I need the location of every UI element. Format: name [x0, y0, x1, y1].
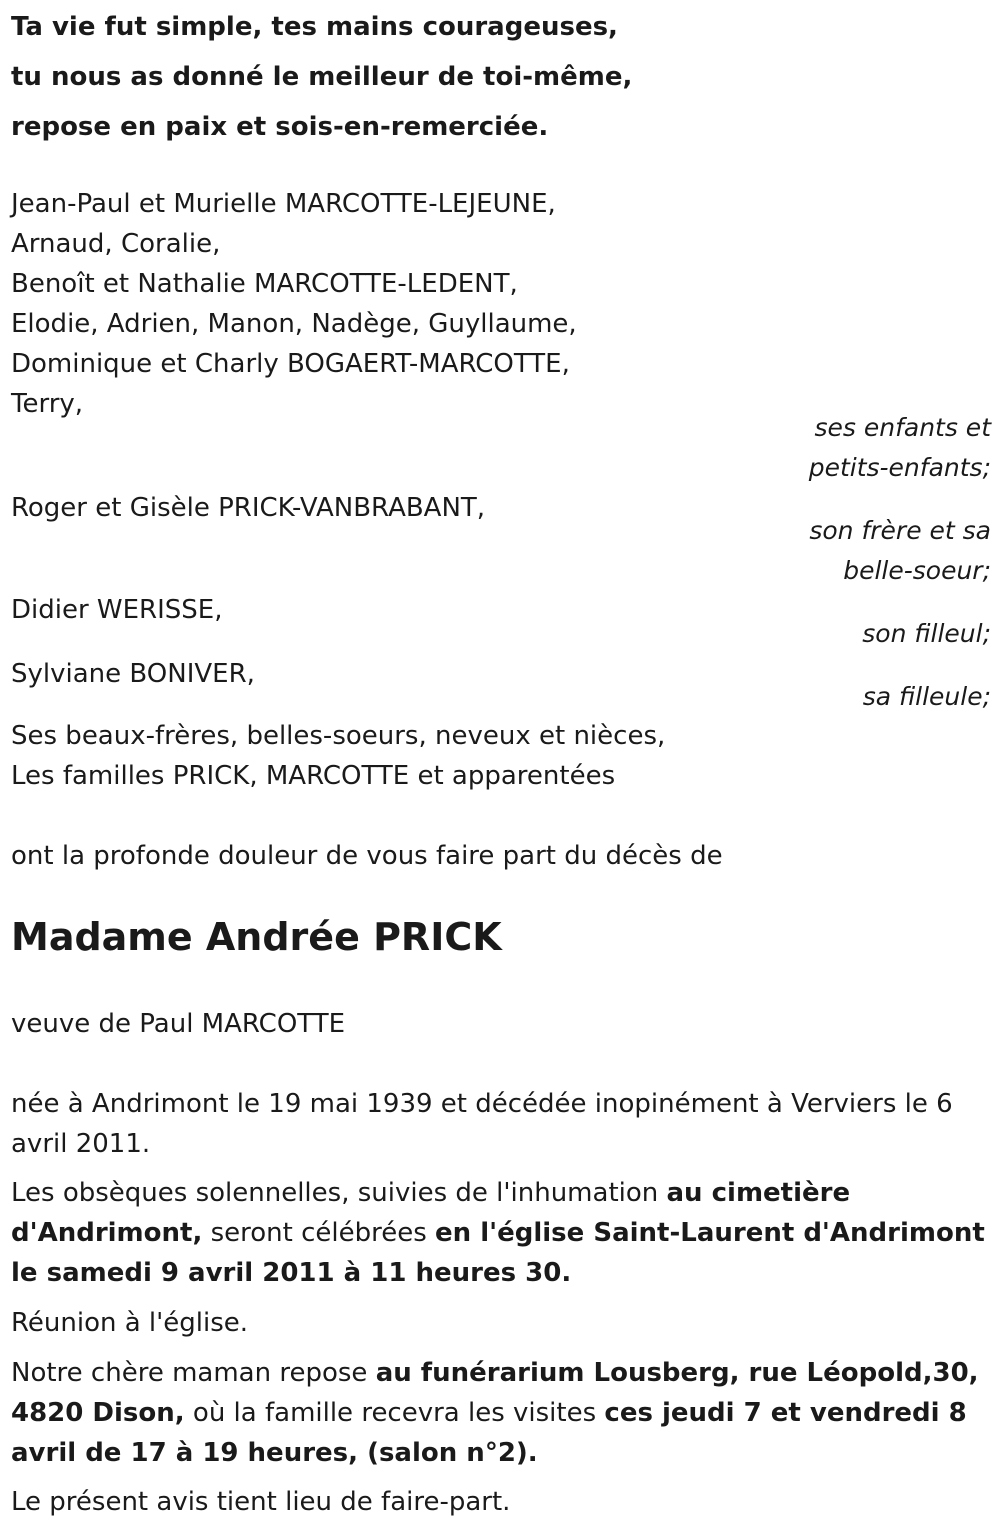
relation-godson: [862, 614, 991, 654]
extended-family: [11, 716, 665, 796]
relation-goddaughter: [863, 677, 991, 717]
cemetery-location: au cimetière d'Andrimont,: [11, 1178, 851, 1248]
family-line: Les familles PRICK, MARCOTTE et apparentées: [11, 761, 616, 791]
poem-line: repose en paix et sois-en-remerciée.: [11, 112, 549, 142]
relation-line: petits-enfants;: [808, 453, 991, 482]
relation-line: son frère et sa: [809, 516, 991, 545]
family-line: Jean-Paul et Murielle MARCOTTE-LEJEUNE,: [11, 189, 556, 219]
church-date-time: en l'église Saint-Laurent d'Andrimont le samedi 9 avril 2011 à 11 heures 30.: [11, 1218, 985, 1288]
brother-name: Roger et Gisèle PRICK-VANBRABANT,: [11, 493, 486, 523]
funeral-text: Les obsèques solennelles, suivies de l'inhumation: [11, 1178, 667, 1208]
relation-line: sa filleule;: [862, 682, 991, 711]
closing-text: Le présent avis tient lieu de faire-part.: [11, 1487, 511, 1517]
family-line: Elodie, Adrien, Manon, Nadège, Guyllaume,: [11, 309, 577, 339]
funeral-details: [11, 1173, 986, 1293]
family-line: Terry,: [11, 389, 84, 419]
deceased-name: Madame Andrée PRICK: [11, 915, 502, 959]
relation-line: ses enfants et: [814, 413, 991, 442]
visitation-details: [11, 1353, 986, 1473]
godson-name: Didier WERISSE,: [11, 595, 223, 625]
family-line: Arnaud, Coralie,: [11, 229, 221, 259]
obituary-page: [11, 0, 991, 1538]
funeral-text: seront célébrées: [202, 1218, 436, 1248]
family-line: Ses beaux-frères, belles-soeurs, neveux et nièces,: [11, 721, 666, 751]
visitation-text: où la famille recevra les visites: [184, 1398, 605, 1428]
funeral-home-address: au funérarium Lousberg, rue Léopold,30, 4820 Dison,: [11, 1358, 979, 1428]
visitation-hours: ces jeudi 7 et vendredi 8 avril de 17 à 19 heures, (salon n°2).: [11, 1398, 967, 1468]
announcement-text: ont la profonde douleur de vous faire part du décès de: [11, 841, 723, 871]
relation-brother: [809, 511, 991, 591]
family-children: [11, 184, 577, 424]
family-line: Benoît et Nathalie MARCOTTE-LEDENT,: [11, 269, 518, 299]
goddaughter-name: Sylviane BONIVER,: [11, 659, 255, 689]
relation-line: son filleul;: [862, 619, 991, 648]
poem-line: tu nous as donné le meilleur de toi-même,: [11, 62, 633, 92]
relation-children: [809, 408, 991, 488]
widow-of-text: veuve de Paul MARCOTTE: [11, 1009, 346, 1039]
poem: [11, 2, 632, 152]
meeting-text: Réunion à l'église.: [11, 1308, 249, 1338]
poem-line: Ta vie fut simple, tes mains courageuses,: [11, 12, 618, 42]
birth-death-text: née à Andrimont le 19 mai 1939 et décédée inopinément à Verviers le 6 avril 2011.: [11, 1089, 953, 1159]
visitation-text: Notre chère maman repose: [11, 1358, 376, 1388]
family-line: Dominique et Charly BOGAERT-MARCOTTE,: [11, 349, 570, 379]
relation-line: belle-soeur;: [843, 556, 991, 585]
